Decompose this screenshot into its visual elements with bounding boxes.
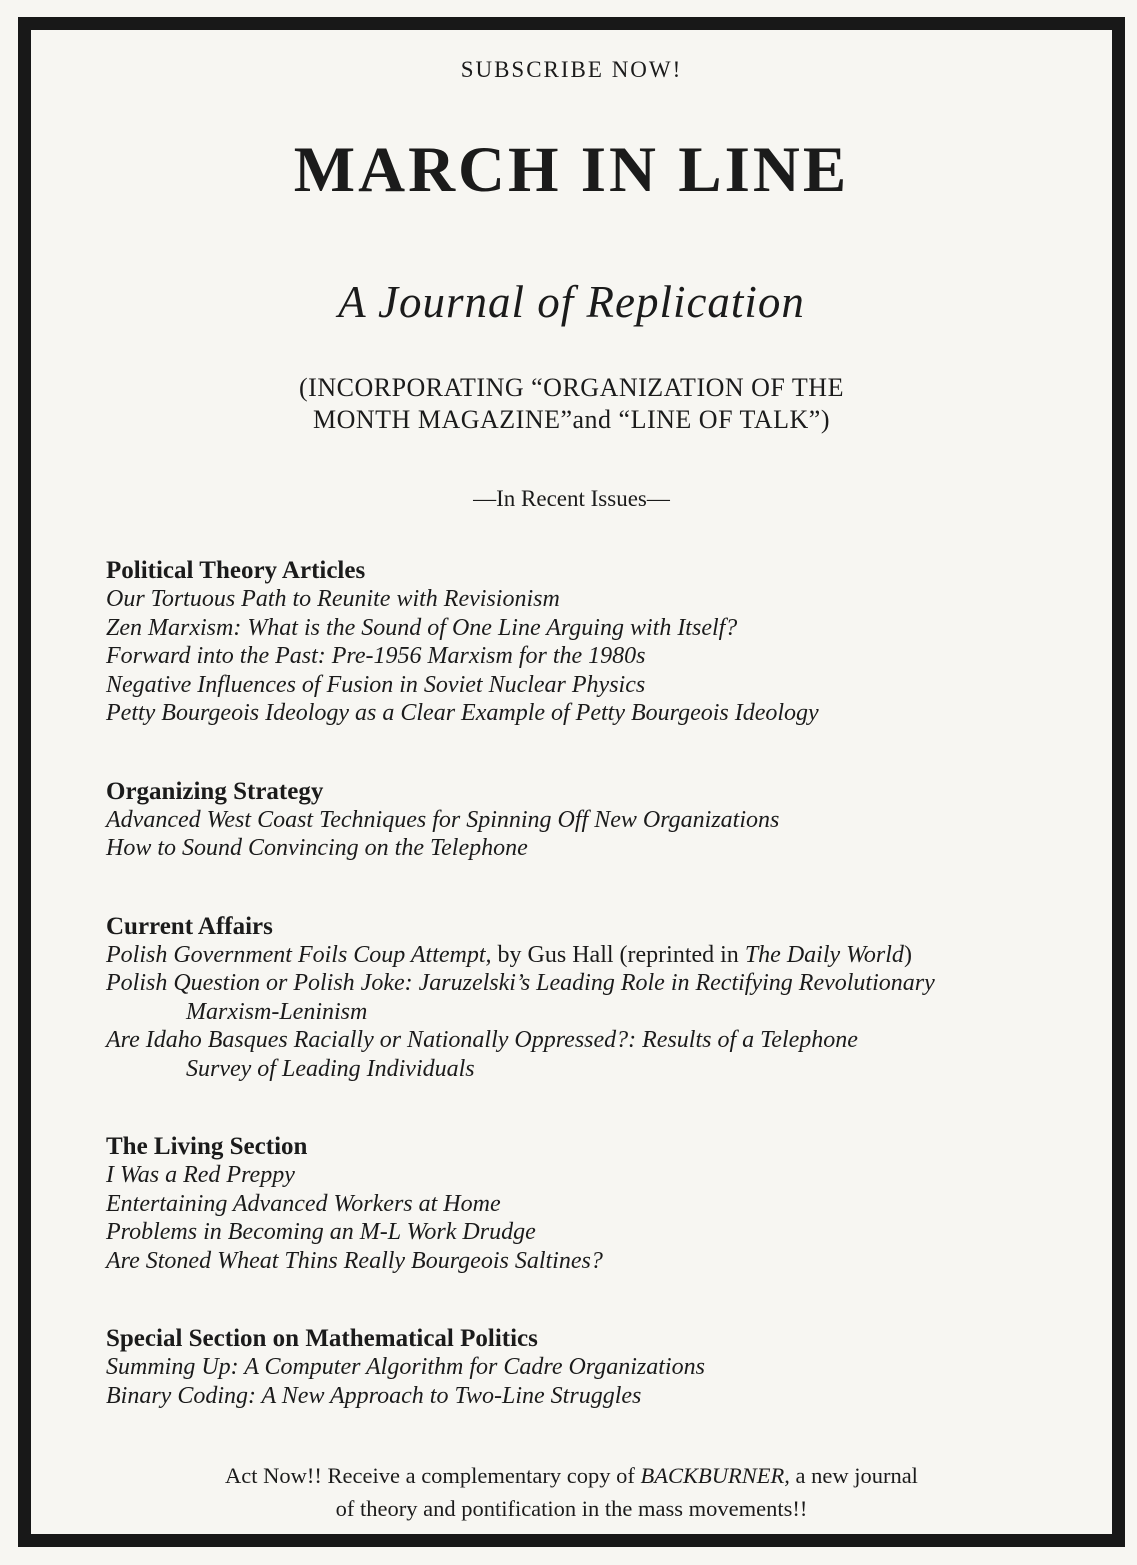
article-title-line [106,614,1092,643]
article-text-segment: Polish Government Foils Coup Attempt, [106,941,492,968]
article-text-segment: Zen Marxism: What is the Sound of One Line Arguing with Itself? [106,614,738,641]
article-title-line [106,941,1092,970]
article-title-line [106,1218,1092,1247]
article-text-segment: Polish Question or Polish Joke: Jaruzelski’s Leading Role in Rectifying Revolutionary [106,970,935,996]
article-title-line [106,1190,1092,1219]
footer-text-segment: a new journal [789,1463,918,1488]
article-text-segment: Forward into the Past: Pre-1956 Marxism for the 1980s [106,643,646,669]
article-title-line [106,585,1092,614]
journal-subtitle: A Journal of Replication [338,277,805,327]
article-text-segment: Advanced West Coast Techniques for Spinning Off New Organizations [106,806,780,833]
article-text-segment: ) [903,941,912,968]
toc-section [106,777,1092,863]
article-title-line [106,1382,1092,1411]
footer-line [31,1459,1112,1492]
article-text-segment: Petty Bourgeois Ideology as a Clear Example of Petty Bourgeois Ideology [106,700,819,726]
subscribe-now-text: SUBSCRIBE NOW! [460,57,683,82]
footer-journal-name: BACKBURNER, [640,1463,790,1488]
recent-issues-label: —In Recent Issues— [473,486,670,511]
page-border-frame [18,17,1125,1547]
article-title-line [106,969,1092,998]
article-text-segment: Are Stoned Wheat Thins Really Bourgeois Saltines? [106,1247,603,1274]
article-title-line [106,642,1092,671]
incorporating-line: (INCORPORATING “ORGANIZATION OF THE [299,373,844,402]
article-title-line [106,1247,1092,1276]
section-heading: Current Affairs [106,912,273,940]
article-text-segment: I Was a Red Preppy [106,1162,295,1188]
article-text-segment: Entertaining Advanced Workers at Home [106,1190,501,1217]
toc-section [106,912,1092,1084]
footer-line: of theory and pontification in the mass movements!! [335,1496,808,1521]
article-text-segment: Are Idaho Basques Racially or Nationally Oppressed?: Results of a Telephone [106,1027,858,1053]
section-heading: Organizing Strategy [106,777,324,805]
journal-title: MARCH IN LINE [293,134,850,206]
journal-header [31,57,1112,512]
table-of-contents [106,556,1092,1410]
footer-text-segment: Act Now!! Receive a complementary copy of [225,1463,641,1488]
article-text-segment: Summing Up: A Computer Algorithm for Cadre Organizations [106,1354,705,1380]
article-text-segment: The Daily World [744,941,904,968]
article-text-segment: How to Sound Convincing on the Telephone [106,835,528,861]
article-text-segment: by Gus Hall (reprinted in [491,941,745,968]
article-title-line [106,671,1092,700]
section-heading: The Living Section [106,1133,308,1160]
article-title-line [106,1353,1092,1382]
footer-promo [31,1459,1112,1525]
article-title-line [106,806,1092,835]
article-title-line [106,1026,1092,1055]
article-title-line [106,998,1092,1027]
toc-section [106,556,1092,728]
article-title-line [106,699,1092,728]
section-heading: Political Theory Articles [106,557,366,584]
article-text-segment: Our Tortuous Path to Reunite with Revisionism [106,586,560,612]
article-title-line [106,1055,1092,1084]
article-text-segment: Marxism-Leninism [186,998,368,1025]
article-title-line [106,1161,1092,1190]
toc-section [106,1132,1092,1275]
incorporating-line: MONTH MAGAZINE”and “LINE OF TALK”) [313,405,830,434]
section-heading: Special Section on Mathematical Politics [106,1325,538,1352]
article-text-segment: Problems in Becoming an M-L Work Drudge [106,1219,536,1245]
incorporating-note [31,372,1112,436]
toc-section [106,1324,1092,1410]
article-title-line [106,834,1092,863]
article-text-segment: Survey of Leading Individuals [186,1055,475,1082]
article-text-segment: Negative Influences of Fusion in Soviet Nuclear Physics [106,671,646,698]
article-text-segment: Binary Coding: A New Approach to Two-Line Struggles [106,1382,642,1409]
